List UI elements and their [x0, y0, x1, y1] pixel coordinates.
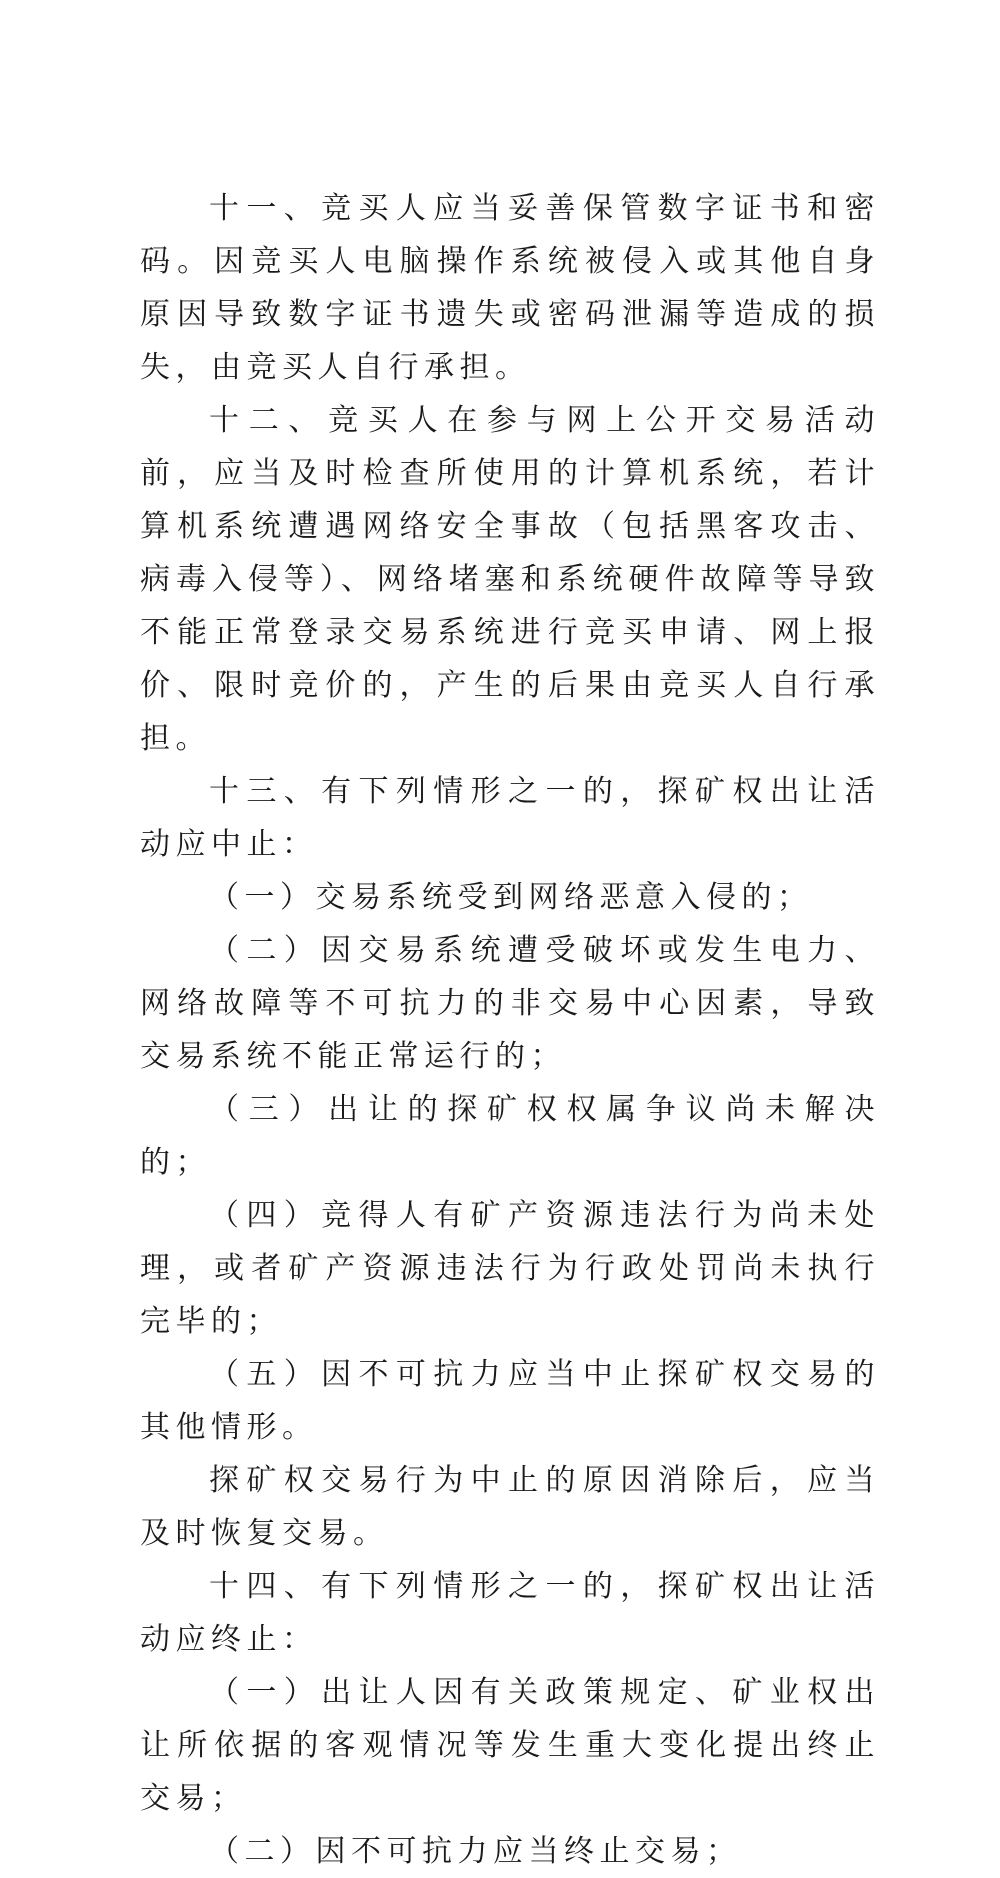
clause-13-5: （五）因不可抗力应当中止探矿权交易的其他情形。	[140, 1357, 880, 1445]
resume-note: 探矿权交易行为中止的原因消除后，应当及时恢复交易。	[140, 1463, 880, 1551]
paragraph-twelve: 十二、竞买人在参与网上公开交易活动前，应当及时检查所使用的计算机系统，若计算机系统遭遇网络安全事故（包括黑客攻击、病毒入侵等）、网络堵塞和系统硬件故障等导致不能正常登录交易系统进行竞买申请、网上报价、限时竞价的，产生的后果由竞买人自行承担。	[140, 403, 880, 756]
document-body	[140, 182, 880, 1878]
clause-13-3: （三）出让的探矿权权属争议尚未解决的；	[140, 1092, 880, 1180]
clause-13-1: （一）交易系统受到网络恶意入侵的；	[209, 880, 813, 915]
clause-13-4: （四）竞得人有矿产资源违法行为尚未处理，或者矿产资源违法行为行政处罚尚未执行完毕的；	[140, 1198, 880, 1339]
clause-13-2: （二）因交易系统遭受破坏或发生电力、网络故障等不可抗力的非交易中心因素，导致交易系统不能正常运行的；	[140, 933, 880, 1074]
paragraph-fourteen: 十四、有下列情形之一的，探矿权出让活动应终止：	[140, 1569, 880, 1657]
clause-14-1: （一）出让人因有关政策规定、矿业权出让所依据的客观情况等发生重大变化提出终止交易；	[140, 1675, 880, 1816]
paragraph-eleven: 十一、竞买人应当妥善保管数字证书和密码。因竞买人电脑操作系统被侵入或其他自身原因导致数字证书遗失或密码泄漏等造成的损失，由竞买人自行承担。	[140, 191, 880, 385]
paragraph-thirteen: 十三、有下列情形之一的，探矿权出让活动应中止：	[140, 774, 880, 862]
clause-14-2: （二）因不可抗力应当终止交易；	[209, 1834, 742, 1869]
